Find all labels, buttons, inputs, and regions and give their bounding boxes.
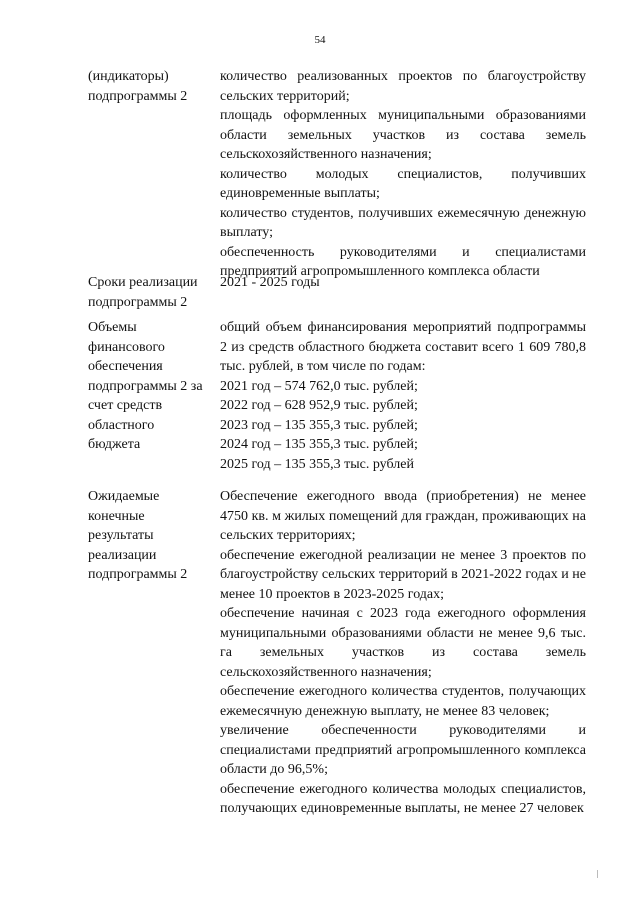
funding-year-2021: 2021 год – 574 762,0 тыс. рублей; [220,378,418,394]
indicator-item: площадь оформленных муниципальными образованиями области земельных участков из состава земель сельскохозяйственного назначения; [220,108,586,162]
expected-result-item: обеспечение ежегодной реализации не менее 3 проектов по благоустройству сельских территорий в 2021-2022 годах и не менее 10 проектов в 2023-2025 годах; [220,547,586,602]
indicators-label: (индикаторы) подпрограммы 2 [88,69,188,104]
implementation-period-label: Сроки реализации подпрограммы 2 [88,275,198,310]
implementation-period-content [220,273,586,293]
expected-results-content [220,487,586,819]
implementation-period-value: 2021 - 2025 годы [220,275,320,290]
funding-total: общий объем финансирования мероприятий подпрограммы 2 из средств областного бюджета составит всего 1 609 780,8 тыс. рублей, в том числе по годам: [220,320,586,374]
scan-edge-mark [597,870,598,878]
indicator-item: обеспеченность руководителями и специалистами предприятий агропромышленного комплекса области [220,244,586,279]
expected-results-label: Ожидаемые конечные результаты реализации подпрограммы 2 [88,489,188,582]
expected-result-item: обеспечение ежегодного количества студентов, получающих ежемесячную денежную выплату, не менее 83 человек; [220,684,586,719]
indicator-item: количество реализованных проектов по благоустройству сельских территорий; [220,69,586,104]
funding-year-2022: 2022 год – 628 952,9 тыс. рублей; [220,398,418,413]
indicator-item: количество студентов, получивших ежемесячную денежную выплату; [220,205,586,240]
funding-year-2025: 2025 год – 135 355,3 тыс. рублей [220,456,414,472]
expected-result-item: обеспечение ежегодного количества молодых специалистов, получающих единовременные выплаты, не менее 27 человек [220,781,586,816]
funding-label: Объемы финансового обеспечения подпрограммы 2 за счет средств областного бюджета [88,320,203,452]
expected-result-item: Обеспечение ежегодного ввода (приобретения) не менее 4750 кв. м жилых помещений для граждан, проживающих на сельских территориях; [220,489,586,543]
funding-year-2024: 2024 год – 135 355,3 тыс. рублей; [220,437,418,452]
indicators-content [220,67,586,282]
funding-year-2023: 2023 год – 135 355,3 тыс. рублей; [220,417,418,433]
indicator-item: количество молодых специалистов, получивших единовременные выплаты; [220,166,586,201]
expected-result-item: обеспечение начиная с 2023 года ежегодного оформления муниципальными образованиями области не менее 9,6 тыс. га земельных участков из состава земель сельскохозяйственного назначения; [220,606,586,680]
page-number: 54 [314,34,326,46]
expected-result-item: увеличение обеспеченности руководителями и специалистами предприятий агропромышленного комплекса области до 96,5%; [220,723,586,777]
funding-content [220,318,586,474]
